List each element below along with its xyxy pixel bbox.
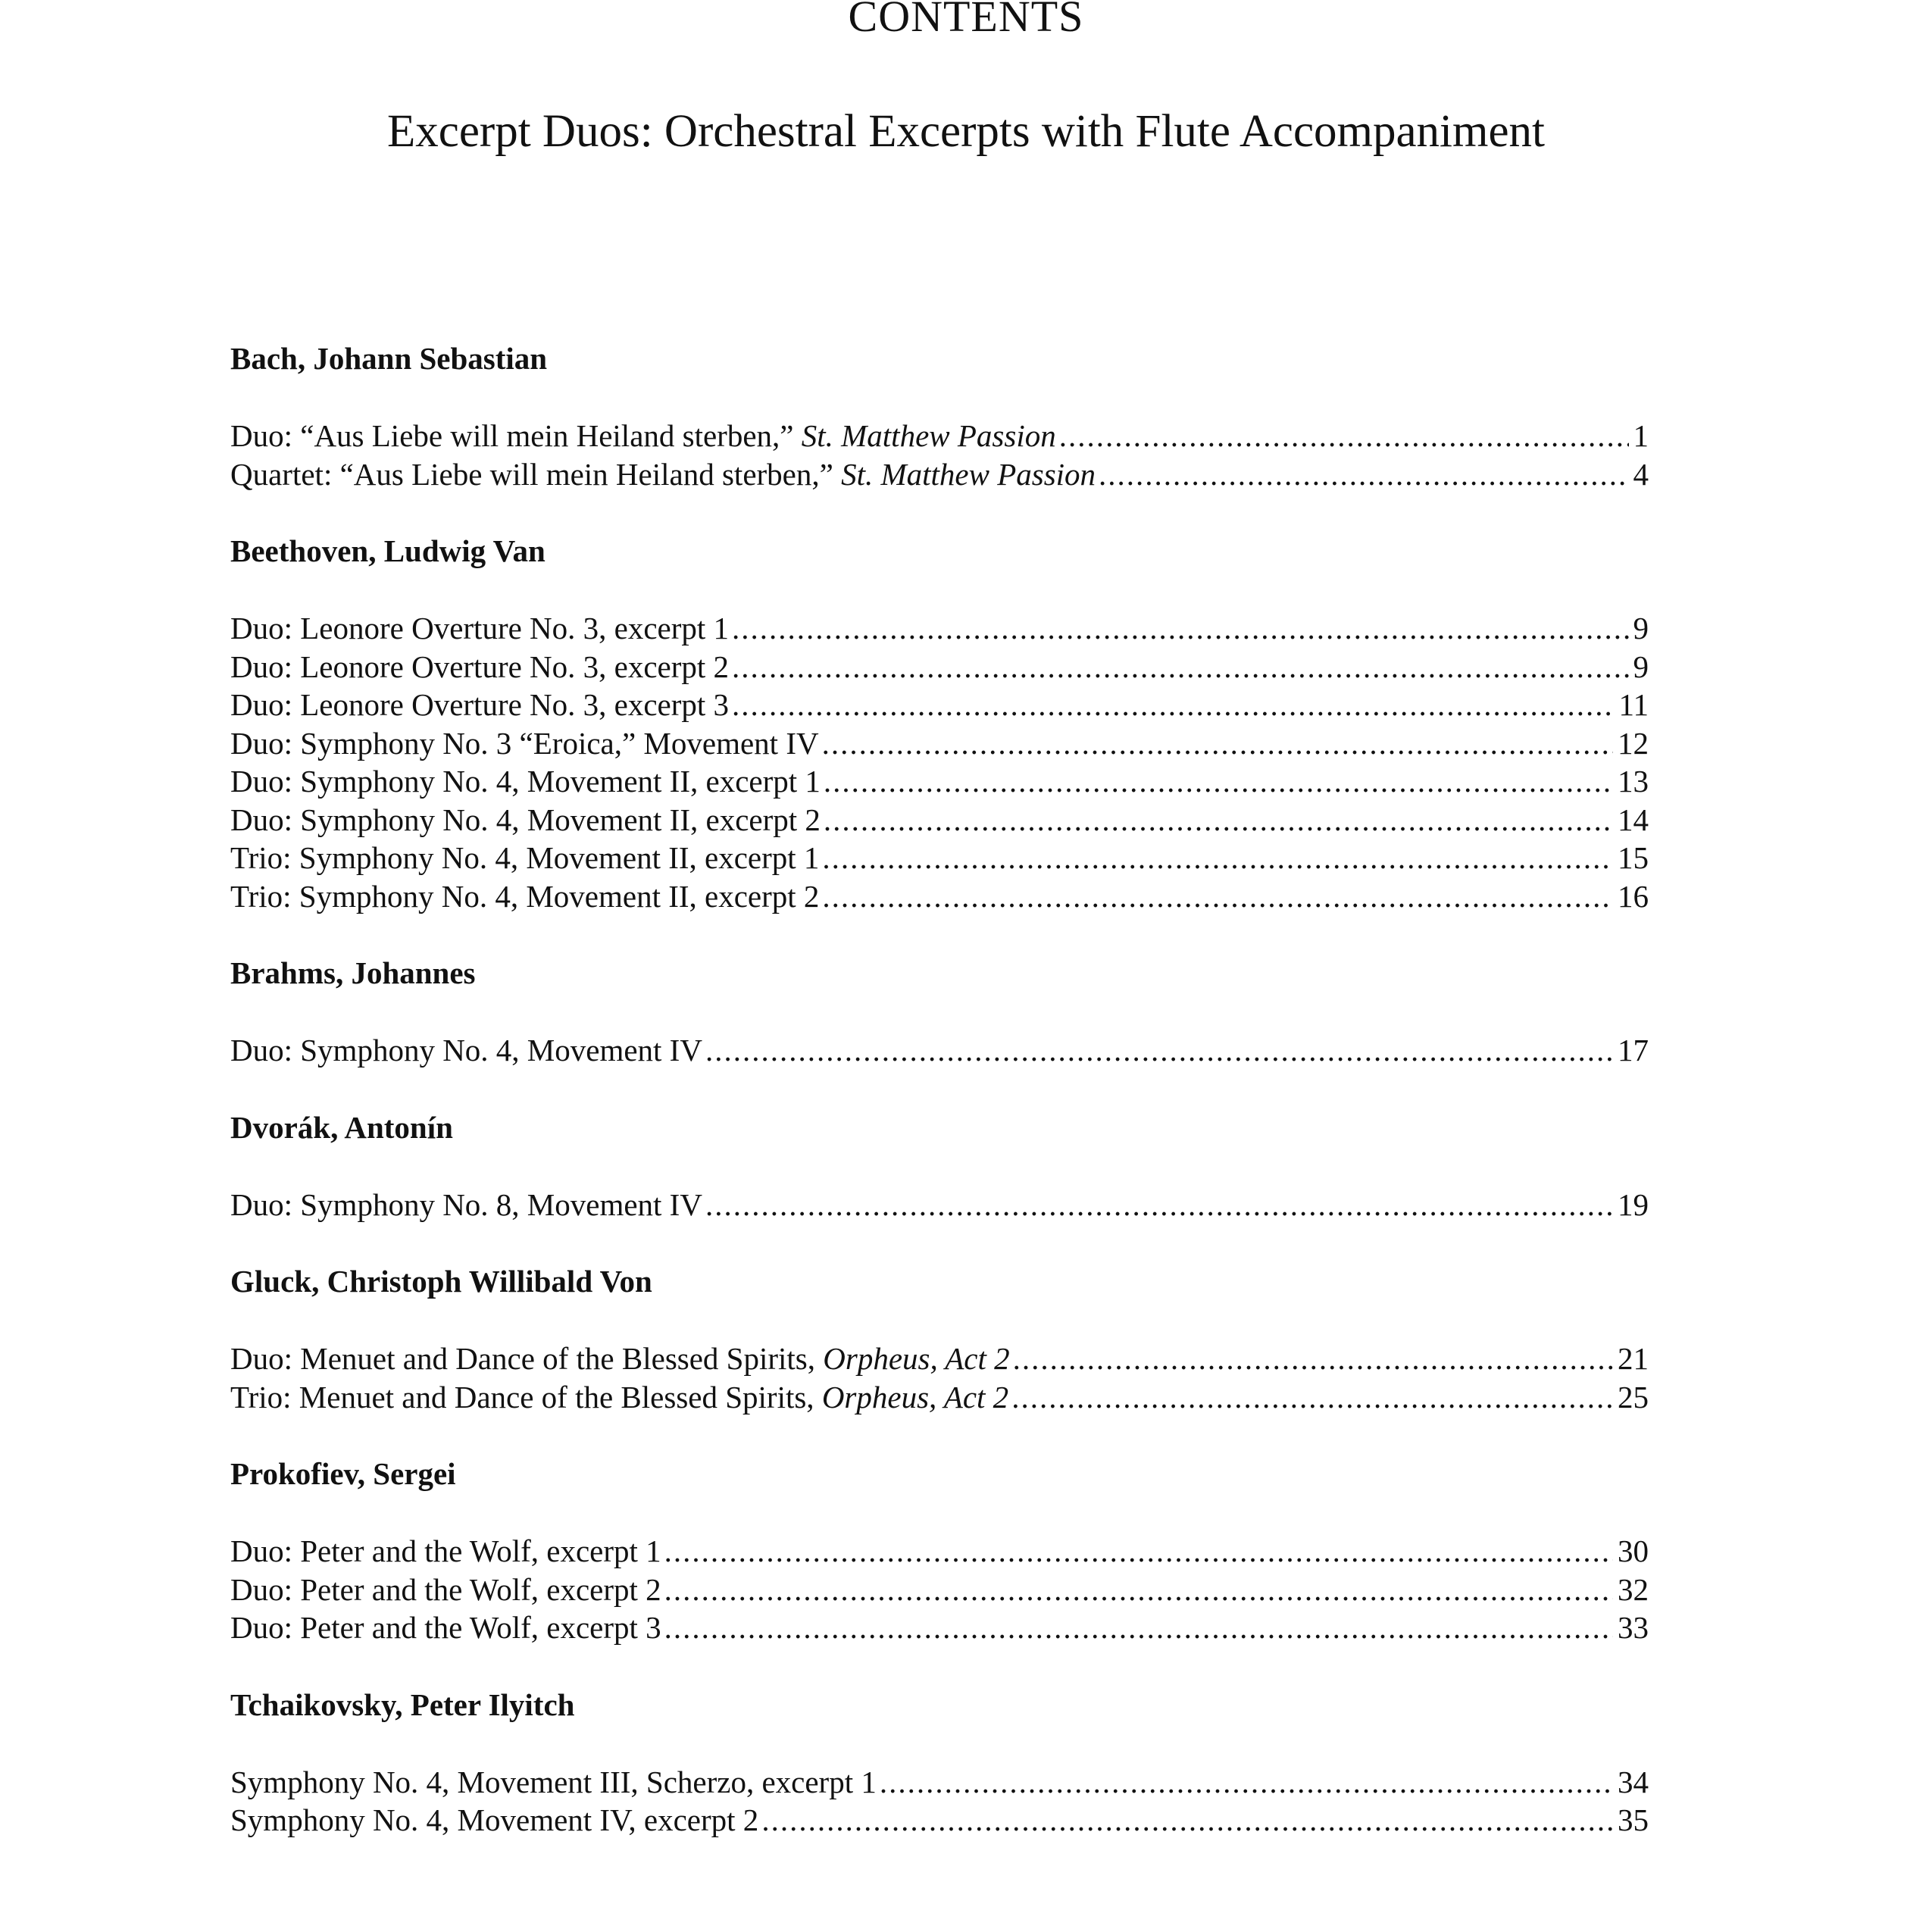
toc-entry[interactable] <box>230 801 1649 839</box>
page-number: 9 <box>1633 649 1649 684</box>
entry-title-text: Duo: Peter and the Wolf, excerpt 1 <box>230 1533 661 1568</box>
section-spacer <box>230 992 1649 1031</box>
entry-title <box>230 1378 1008 1417</box>
entry-list <box>230 1031 1649 1070</box>
entry-title-text: Trio: Symphony No. 4, Movement II, excerpt 2 <box>230 878 820 914</box>
entry-title <box>230 839 819 877</box>
toc-entry[interactable] <box>230 839 1649 877</box>
toc-entry[interactable] <box>230 1186 1649 1224</box>
entry-title-text: Duo: Leonore Overture No. 3, excerpt 1 <box>230 611 730 646</box>
entry-title-text: Symphony No. 4, Movement III, Scherzo, excerpt 1 <box>230 1764 877 1799</box>
dot-leader <box>761 1801 1613 1840</box>
page-number: 9 <box>1633 611 1649 646</box>
entry-title <box>230 648 729 686</box>
composer-heading: Tchaikovsky, Peter Ilyitch <box>230 1687 575 1722</box>
dot-leader <box>664 1532 1613 1571</box>
entry-title-text: Duo: Leonore Overture No. 3, excerpt 2 <box>230 649 730 684</box>
entry-list <box>230 609 1649 915</box>
composer-heading: Bach, Johann Sebastian <box>230 341 548 376</box>
toc-entry[interactable] <box>230 686 1649 724</box>
entry-title-text: Symphony No. 4, Movement IV, excerpt 2 <box>230 1802 759 1837</box>
composer-section <box>230 339 1649 493</box>
entry-title-text: Duo: Peter and the Wolf, excerpt 2 <box>230 1571 661 1607</box>
composer-section <box>230 954 1649 1070</box>
section-spacer <box>230 377 1649 417</box>
entry-list <box>230 1532 1649 1647</box>
entry-title <box>230 1763 877 1802</box>
entry-title-text: Trio: Symphony No. 4, Movement II, excerpt 1 <box>230 840 820 875</box>
page-number: 30 <box>1618 1533 1649 1568</box>
composer-heading: Dvorák, Antonín <box>230 1109 453 1145</box>
dot-leader <box>824 762 1613 801</box>
entry-title <box>230 1571 661 1609</box>
dot-leader <box>822 839 1613 877</box>
page-number: 19 <box>1618 1186 1649 1222</box>
page-subtitle: Excerpt Duos: Orchestral Excerpts with Flute Accompaniment <box>387 106 1545 157</box>
page-number: 13 <box>1618 764 1649 799</box>
entry-work-title: Orpheus, Act 2 <box>821 1379 1009 1415</box>
page-number: 35 <box>1618 1802 1649 1837</box>
entry-title-text: Duo: “Aus Liebe will mein Heiland sterben,” <box>230 418 802 453</box>
entry-title-text: Duo: Peter and the Wolf, excerpt 3 <box>230 1610 661 1645</box>
dot-leader <box>1059 417 1629 455</box>
composer-heading: Gluck, Christoph Willibald Von <box>230 1264 652 1299</box>
entry-list <box>230 1763 1649 1840</box>
entry-title-text: Quartet: “Aus Liebe will mein Heiland sterben,” <box>230 456 842 492</box>
dot-leader <box>1011 1378 1613 1417</box>
page-number: 25 <box>1618 1379 1649 1415</box>
composer-section <box>230 532 1649 915</box>
composer-heading: Prokofiev, Sergei <box>230 1456 456 1491</box>
toc-entry[interactable] <box>230 1571 1649 1609</box>
entry-title <box>230 609 729 648</box>
entry-title <box>230 1801 758 1840</box>
section-spacer <box>230 1146 1649 1186</box>
entry-title <box>230 801 821 839</box>
section-spacer <box>230 1724 1649 1763</box>
entry-list <box>230 1340 1649 1416</box>
entry-title-text: Duo: Menuet and Dance of the Blessed Spirits, <box>230 1341 824 1376</box>
entry-title <box>230 1031 702 1070</box>
entry-title-text: Trio: Menuet and Dance of the Blessed Spirits, <box>230 1379 822 1415</box>
toc-entry[interactable] <box>230 1763 1649 1802</box>
section-spacer <box>230 570 1649 609</box>
entry-title <box>230 724 819 763</box>
page-number: 21 <box>1618 1341 1649 1376</box>
section-spacer <box>230 1300 1649 1340</box>
entry-work-title: St. Matthew Passion <box>801 418 1056 453</box>
composer-section <box>230 1262 1649 1416</box>
entry-work-title: Orpheus, Act 2 <box>823 1341 1010 1376</box>
dot-leader <box>705 1031 1613 1070</box>
composer-heading: Beethoven, Ludwig Van <box>230 533 546 568</box>
dot-leader <box>822 877 1613 916</box>
toc-entry[interactable] <box>230 1031 1649 1070</box>
entry-title-text: Duo: Symphony No. 8, Movement IV <box>230 1186 702 1222</box>
section-spacer <box>230 1493 1649 1532</box>
entry-title <box>230 762 821 801</box>
composer-section <box>230 1686 1649 1840</box>
dot-leader <box>732 609 1628 648</box>
entry-list <box>230 417 1649 493</box>
entry-work-title: St. Matthew Passion <box>841 456 1096 492</box>
dot-leader <box>824 801 1613 839</box>
entry-title-text: Duo: Symphony No. 3 “Eroica,” Movement IV <box>230 725 819 761</box>
entry-title <box>230 877 819 916</box>
toc-entry[interactable] <box>230 1340 1649 1378</box>
toc-entry[interactable] <box>230 1532 1649 1571</box>
entry-title-text: Duo: Leonore Overture No. 3, excerpt 3 <box>230 687 730 722</box>
toc-entry[interactable] <box>230 1378 1649 1417</box>
page-number: 17 <box>1618 1033 1649 1068</box>
toc-entry[interactable] <box>230 762 1649 801</box>
entry-title <box>230 686 729 724</box>
toc-entry[interactable] <box>230 1608 1649 1647</box>
page-number: 14 <box>1618 802 1649 837</box>
toc-entry[interactable] <box>230 724 1649 763</box>
entry-title <box>230 1608 661 1647</box>
entry-title <box>230 417 1056 455</box>
toc-entry[interactable] <box>230 609 1649 648</box>
page-number: 4 <box>1633 456 1649 492</box>
page-number: 32 <box>1618 1571 1649 1607</box>
entry-title <box>230 1532 661 1571</box>
dot-leader <box>664 1608 1613 1647</box>
entry-title <box>230 1340 1010 1378</box>
entry-title-text: Duo: Symphony No. 4, Movement II, excerpt 1 <box>230 764 821 799</box>
page-number: 1 <box>1633 418 1649 453</box>
toc-entry[interactable] <box>230 877 1649 916</box>
entry-list <box>230 1186 1649 1224</box>
toc-entry[interactable] <box>230 1801 1649 1840</box>
dot-leader <box>880 1763 1613 1802</box>
entry-title <box>230 1186 702 1224</box>
dot-leader <box>1099 455 1628 494</box>
toc-entry[interactable] <box>230 648 1649 686</box>
entry-title-text: Duo: Symphony No. 4, Movement IV <box>230 1033 702 1068</box>
dot-leader <box>732 648 1628 686</box>
dot-leader <box>1013 1340 1613 1378</box>
dot-leader <box>705 1186 1613 1224</box>
page-number: 15 <box>1618 840 1649 875</box>
toc-entry[interactable] <box>230 417 1649 455</box>
entry-title-text: Duo: Symphony No. 4, Movement II, excerpt 2 <box>230 802 821 837</box>
page-number: 12 <box>1618 725 1649 761</box>
dot-leader <box>822 724 1613 763</box>
page-title: CONTENTS <box>848 0 1084 41</box>
dot-leader <box>664 1571 1613 1609</box>
toc-entry[interactable] <box>230 455 1649 494</box>
composer-section <box>230 1108 1649 1224</box>
table-of-contents <box>230 339 1649 1878</box>
composer-section <box>230 1455 1649 1647</box>
dot-leader <box>732 686 1614 724</box>
page-number: 16 <box>1618 878 1649 914</box>
composer-heading: Brahms, Johannes <box>230 955 476 990</box>
page-number: 11 <box>1618 687 1649 722</box>
entry-title <box>230 455 1096 494</box>
page-number: 34 <box>1618 1764 1649 1799</box>
page-number: 33 <box>1618 1610 1649 1645</box>
